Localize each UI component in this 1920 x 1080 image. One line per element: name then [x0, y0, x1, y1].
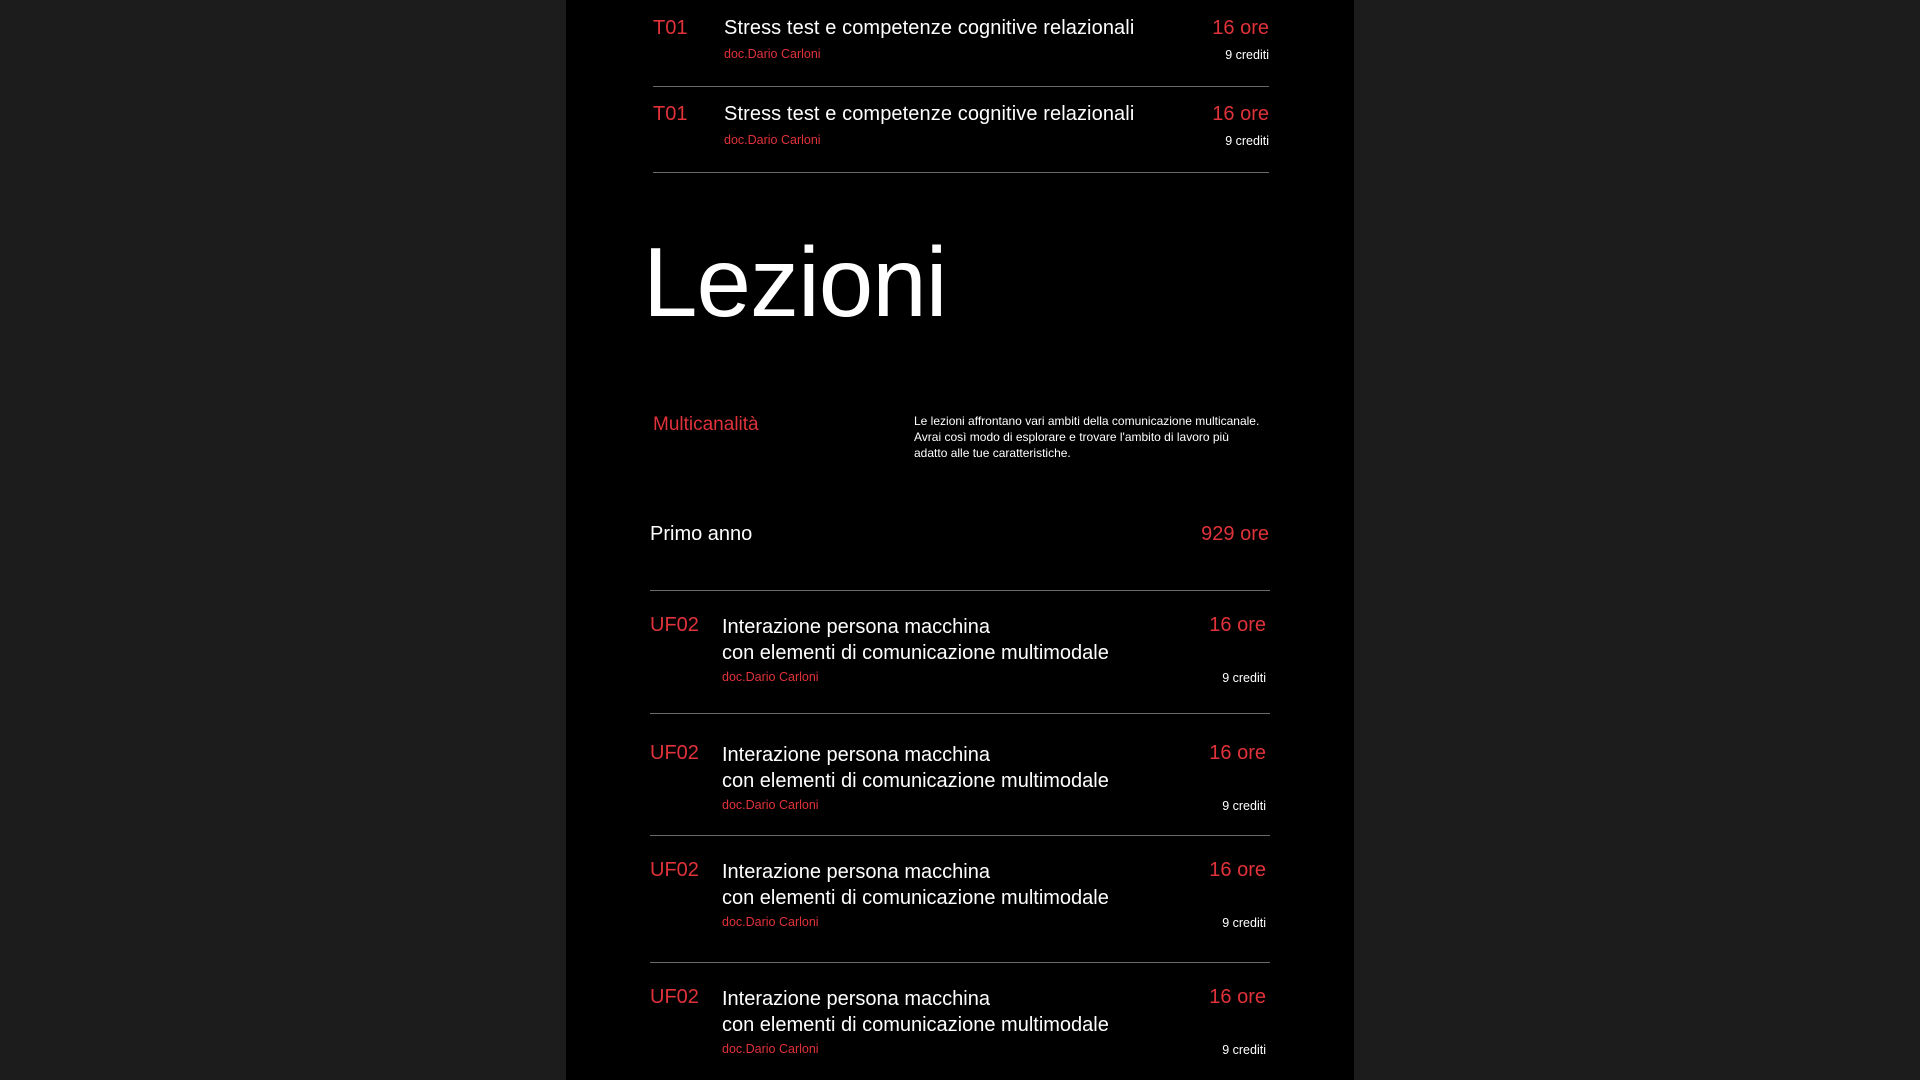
unit-title — [722, 742, 1162, 794]
module-credits: 9 crediti — [1225, 48, 1269, 62]
year-hours: 929 ore — [1201, 523, 1269, 545]
module-hours: 16 ore — [1212, 103, 1269, 125]
unit-hours: 16 ore — [1209, 986, 1266, 1008]
unit-hours: 16 ore — [1209, 859, 1266, 881]
module-row[interactable] — [653, 86, 1269, 173]
unit-teacher[interactable]: doc.Dario Carloni — [722, 670, 819, 684]
unit-title-line: Interazione persona macchina — [722, 988, 990, 1010]
module-teacher[interactable]: doc.Dario Carloni — [724, 133, 821, 147]
unit-title-line: Interazione persona macchina — [722, 861, 990, 883]
lessons-title: Lezioni — [643, 227, 947, 337]
unit-code: UF02 — [650, 986, 699, 1008]
course-page — [566, 0, 1354, 1080]
module-code: T01 — [653, 17, 688, 39]
unit-title-line: con elementi di comunicazione multimodale — [722, 1014, 1109, 1036]
unit-hours: 16 ore — [1209, 614, 1266, 636]
section-description: Le lezioni affrontano vari ambiti della comunicazione multicanale. Avrai così modo di esplorare e trovare l'ambito di lavoro più adatto alle tue caratteristiche. — [914, 414, 1260, 460]
unit-teacher[interactable]: doc.Dario Carloni — [722, 798, 819, 812]
module-teacher[interactable]: doc.Dario Carloni — [724, 47, 821, 61]
module-credits: 9 crediti — [1225, 134, 1269, 148]
section-name: Multicanalità — [653, 414, 759, 435]
module-hours: 16 ore — [1212, 17, 1269, 39]
module-code: T01 — [653, 103, 688, 125]
unit-title-line: Interazione persona macchina — [722, 744, 990, 766]
unit-title — [722, 859, 1162, 911]
unit-hours: 16 ore — [1209, 742, 1266, 764]
unit-title-line: con elementi di comunicazione multimodale — [722, 770, 1109, 792]
module-title: Stress test e competenze cognitive relazionali — [724, 17, 1135, 39]
module-row[interactable] — [653, 0, 1269, 87]
unit-code: UF02 — [650, 742, 699, 764]
unit-teacher[interactable]: doc.Dario Carloni — [722, 915, 819, 929]
unit-title-line: Interazione persona macchina — [722, 616, 990, 638]
unit-credits: 9 crediti — [1222, 799, 1266, 813]
unit-code: UF02 — [650, 614, 699, 636]
unit-credits: 9 crediti — [1222, 671, 1266, 685]
unit-title — [722, 614, 1162, 666]
unit-credits: 9 crediti — [1222, 916, 1266, 930]
unit-row[interactable] — [650, 591, 1270, 714]
unit-title-line: con elementi di comunicazione multimodale — [722, 887, 1109, 909]
unit-code: UF02 — [650, 859, 699, 881]
unit-row[interactable] — [650, 963, 1270, 1080]
year-label: Primo anno — [650, 523, 753, 545]
unit-row[interactable] — [650, 836, 1270, 963]
unit-title — [722, 986, 1162, 1038]
unit-row[interactable] — [650, 714, 1270, 836]
unit-title-line: con elementi di comunicazione multimodale — [722, 642, 1109, 664]
unit-teacher[interactable]: doc.Dario Carloni — [722, 1042, 819, 1056]
unit-credits: 9 crediti — [1222, 1043, 1266, 1057]
module-title: Stress test e competenze cognitive relazionali — [724, 103, 1135, 125]
